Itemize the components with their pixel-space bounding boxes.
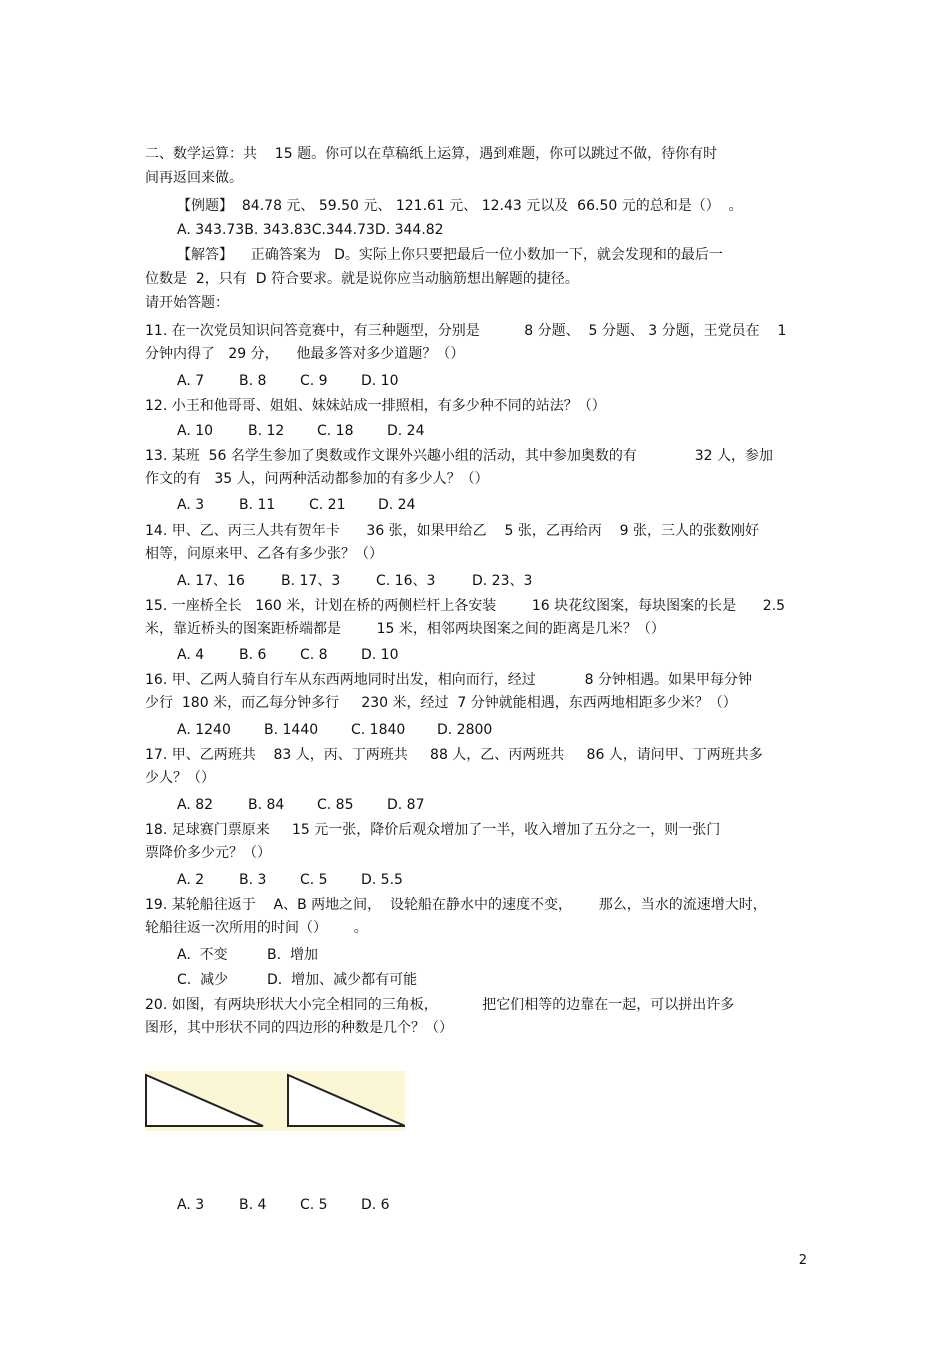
question-17-option-a: A. 82 [177,797,214,813]
question-20-option-a: A. 3 [177,1197,205,1213]
question-19-option-c: C. 减少 [177,972,229,988]
question-16-option-d: D. 2800 [437,722,493,738]
question-13-line2: 作文的有 35 人，问两种活动都参加的有多少人？（） [145,471,489,487]
question-12-option-d: D. 24 [387,423,425,439]
example-options: A. 343.73B. 343.83C.344.73D. 344.82 [177,222,444,238]
question-16-option-a: A. 1240 [177,722,231,738]
question-18-line2: 票降价多少元？（） [145,845,271,861]
question-18-option-d: D. 5.5 [361,872,403,888]
question-18-option-b: B. 3 [239,872,267,888]
question-12-option-b: B. 12 [248,423,285,439]
example-answer-line1: 【解答】 正确答案为 D。实际上你只要把最后一位小数加一下，就会发现和的最后一 [177,247,723,263]
question-19-option-d: D. 增加、减少都有可能 [267,972,418,988]
question-12-option-a: A. 10 [177,423,214,439]
question-15-option-c: C. 8 [300,647,328,663]
question-19-option-b: B. 增加 [267,947,318,963]
question-15-line1: 15. 一座桥全长 160 米，计划在桥的两侧栏杆上各安装 16 块花纹图案，每块图案的长是 2.5 [145,598,786,614]
question-15-option-d: D. 10 [361,647,399,663]
question-13-option-a: A. 3 [177,497,205,513]
triangle-figure [145,1071,405,1131]
question-17-line1: 17. 甲、乙两班共 83 人，丙、丁两班共 88 人，乙、丙两班共 86 人，请问甲、丁两班共多 [145,747,763,763]
question-17-line2: 少人？（） [145,770,215,786]
question-11-line2: 分钟内得了 29 分， 他最多答对多少道题？（） [145,346,465,362]
question-17-option-b: B. 84 [248,797,285,813]
question-14-line2: 相等，问原来甲、乙各有多少张？（） [145,546,383,562]
question-14-option-b: B. 17、3 [281,573,341,589]
page-number: 2 [798,1253,807,1268]
question-11-option-b: B. 8 [239,373,267,389]
question-20-line1: 20. 如图，有两块形状大小完全相同的三角板， 把它们相等的边靠在一起，可以拼出许多 [145,997,735,1013]
question-19-line2: 轮船往返一次所用的时间（） 。 [145,920,368,936]
question-15-option-b: B. 6 [239,647,267,663]
question-16-option-c: C. 1840 [351,722,406,738]
question-11-option-a: A. 7 [177,373,205,389]
question-13-line1: 13. 某班 56 名学生参加了奥数或作文课外兴趣小组的活动，其中参加奥数的有 32 人，参加 [145,448,773,464]
question-14-option-c: C. 16、3 [376,573,436,589]
question-15-line2: 米，靠近桥头的图案距桥端都是 15 米，相邻两块图案之间的距离是几米？（） [145,621,665,637]
example-answer-line2: 位数是 2，只有 D 符合要求。就是说你应当动脑筋想出解题的捷径。 [145,271,579,287]
question-18-option-a: A. 2 [177,872,205,888]
question-15-option-a: A. 4 [177,647,205,663]
question-16-line2: 少行 180 米，而乙每分钟多行 230 米，经过 7 分钟就能相遇，东西两地相距多少米？（） [145,695,737,711]
question-14-option-d: D. 23、3 [472,573,533,589]
question-16-line1: 16. 甲、乙两人骑自行车从东西两地同时出发，相向而行，经过 8 分钟相遇。如果甲每分钟 [145,672,753,688]
question-16-option-b: B. 1440 [264,722,319,738]
question-11-option-c: C. 9 [300,373,328,389]
question-18-line1: 18. 足球赛门票原来 15 元一张，降价后观众增加了一半，收入增加了五分之一，则一张门 [145,822,721,838]
question-13-option-c: C. 21 [309,497,346,513]
question-20-line2: 图形，其中形状不同的四边形的种数是几个？（） [145,1020,453,1036]
triangle-left [146,1075,263,1126]
section-heading-line1: 二、数学运算：共 15 题。你可以在草稿纸上运算，遇到难题，你可以跳过不做，待你有时 [145,146,718,162]
question-14-line1: 14. 甲、乙、丙三人共有贺年卡 36 张，如果甲给乙 5 张，乙再给丙 9 张，三人的张数刚好 [145,523,759,539]
question-12-line1: 12. 小王和他哥哥、姐姐、妹妹站成一排照相，有多少种不同的站法？（） [145,398,606,414]
question-20-option-c: C. 5 [300,1197,328,1213]
question-11-option-d: D. 10 [361,373,399,389]
question-20-option-b: B. 4 [239,1197,267,1213]
question-17-option-c: C. 85 [317,797,354,813]
question-13-option-d: D. 24 [378,497,416,513]
question-19-option-a: A. 不变 [177,947,228,963]
question-12-option-c: C. 18 [317,423,354,439]
example-question: 【例题】 84.78 元、 59.50 元、 121.61 元、 12.43 元以及 66.50 元的总和是（） 。 [177,198,743,214]
triangle-right [288,1075,405,1126]
section-heading-line2: 间再返回来做。 [145,170,243,186]
question-20-option-d: D. 6 [361,1197,390,1213]
question-19-line1: 19. 某轮船往返于 A、B 两地之间， 设轮船在静水中的速度不变， 那么，当水的流速增大时， [145,897,767,913]
start-prompt: 请开始答题： [145,295,229,311]
question-11-line1: 11. 在一次党员知识问答竞赛中，有三种题型，分别是 8 分题、 5 分题、 3 分题，王党员在 1 [145,323,787,339]
question-14-option-a: A. 17、16 [177,573,245,589]
question-13-option-b: B. 11 [239,497,276,513]
question-18-option-c: C. 5 [300,872,328,888]
question-17-option-d: D. 87 [387,797,425,813]
